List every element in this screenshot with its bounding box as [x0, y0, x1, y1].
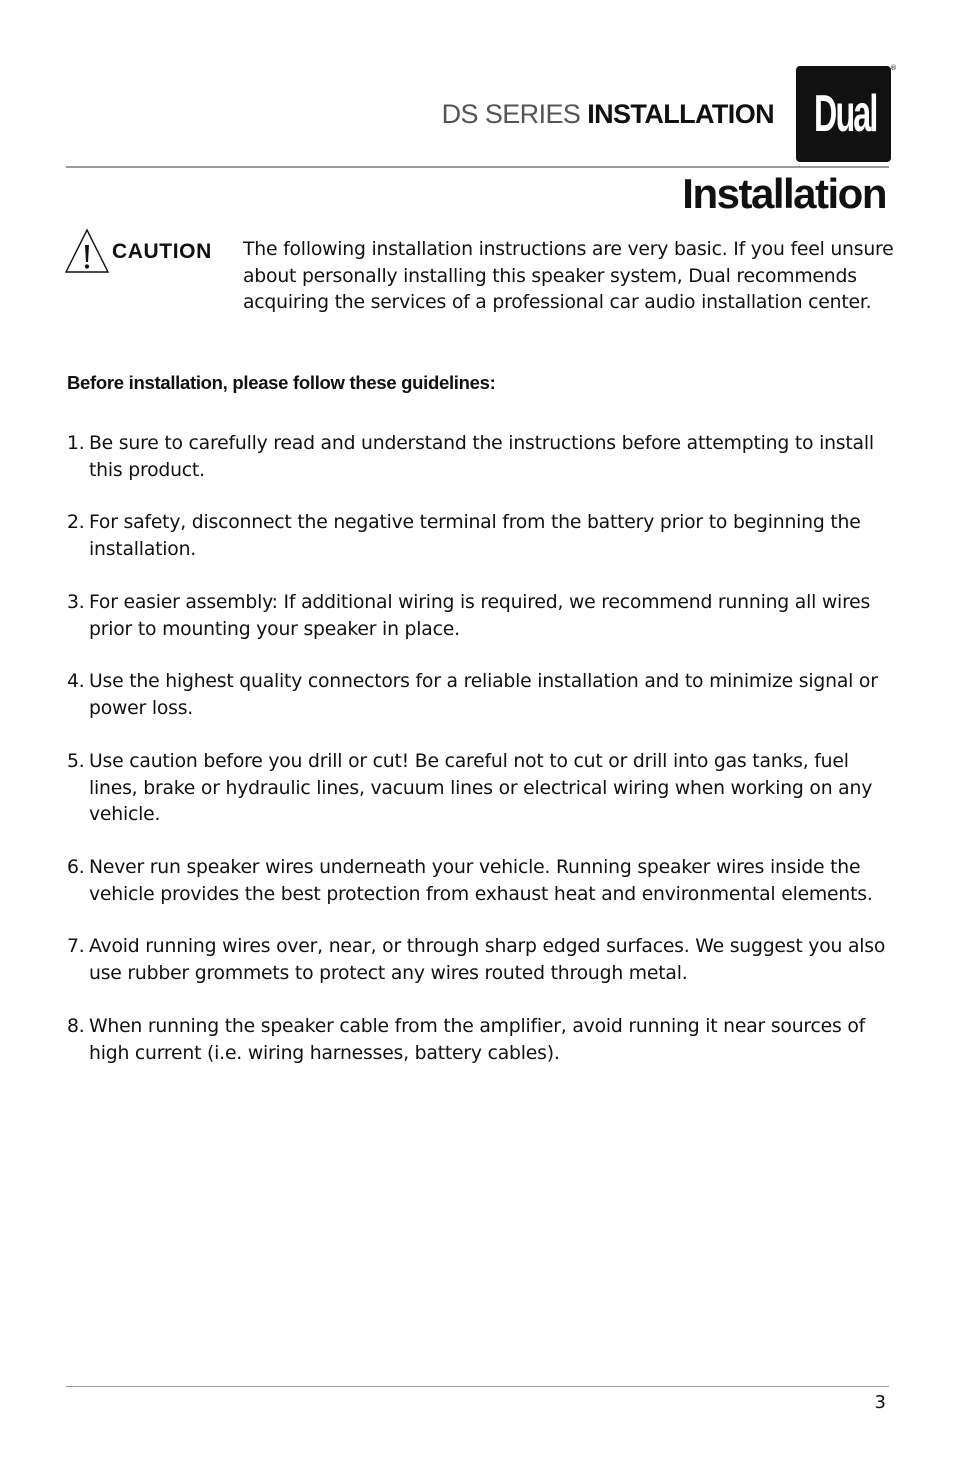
- list-item-text: Use the highest quality connectors for a reliable installation and to minimize signal or power loss.: [89, 671, 878, 719]
- list-item-number: 1.: [67, 433, 85, 454]
- page-number: 3: [874, 1392, 886, 1413]
- header-title: [442, 99, 774, 130]
- list-item-text: For easier assembly: If additional wiring is required, we recommend running all wires prior to mounting your speaker in place.: [89, 592, 871, 640]
- list-item-number: 3.: [67, 592, 85, 613]
- list-item-number: 7.: [67, 936, 85, 957]
- dual-logo: [796, 66, 891, 162]
- list-item: [67, 669, 897, 722]
- page-title: Installation: [682, 170, 886, 217]
- registered-mark: ®: [890, 64, 897, 72]
- warning-triangle-icon: [64, 228, 110, 274]
- list-item-number: 4.: [67, 671, 85, 692]
- list-item-text: When running the speaker cable from the amplifier, avoid running it near sources of high current (i.e. wiring harnesses, battery cables).: [89, 1016, 866, 1064]
- list-item-text: Use caution before you drill or cut! Be careful not to cut or drill into gas tanks, fuel lines, brake or hydraulic lines, vacuum lines or electrical wiring when working on any vehicle.: [89, 751, 873, 825]
- list-item: [67, 934, 897, 987]
- list-item: [67, 510, 897, 563]
- caution-text: The following installation instructions are very basic. If you feel unsure about personally installing this speaker system, Dual recommends acquiring the services of a professional car audio installation center.: [243, 239, 894, 313]
- logo-text: Dual: [814, 85, 877, 143]
- list-item: [67, 431, 897, 484]
- list-item-number: 6.: [67, 857, 85, 878]
- list-item-number: 8.: [67, 1016, 85, 1037]
- list-item-number: 5.: [67, 751, 85, 772]
- header-divider: [66, 166, 889, 168]
- caution-label: CAUTION: [112, 240, 212, 263]
- list-item: [67, 855, 897, 908]
- header-series: DS SERIES: [441, 99, 581, 129]
- list-item-text: For safety, disconnect the negative terminal from the battery prior to beginning the installation.: [89, 512, 861, 560]
- list-item: [67, 590, 897, 643]
- list-item-text: Be sure to carefully read and understand the instructions before attempting to install this product.: [89, 433, 874, 481]
- list-item-text: Avoid running wires over, near, or through sharp edged surfaces. We suggest you also use rubber grommets to protect any wires routed through metal.: [89, 936, 886, 984]
- list-item: [67, 1014, 897, 1067]
- header-installation: INSTALLATION: [587, 99, 774, 129]
- guidelines-heading: Before installation, please follow these guidelines:: [67, 372, 496, 393]
- list-item-number: 2.: [67, 512, 85, 533]
- footer-divider: [66, 1386, 889, 1387]
- list-item-text: Never run speaker wires underneath your vehicle. Running speaker wires inside the vehicle provides the best protection from exhaust heat and environmental elements.: [89, 857, 873, 905]
- list-item: [67, 749, 897, 829]
